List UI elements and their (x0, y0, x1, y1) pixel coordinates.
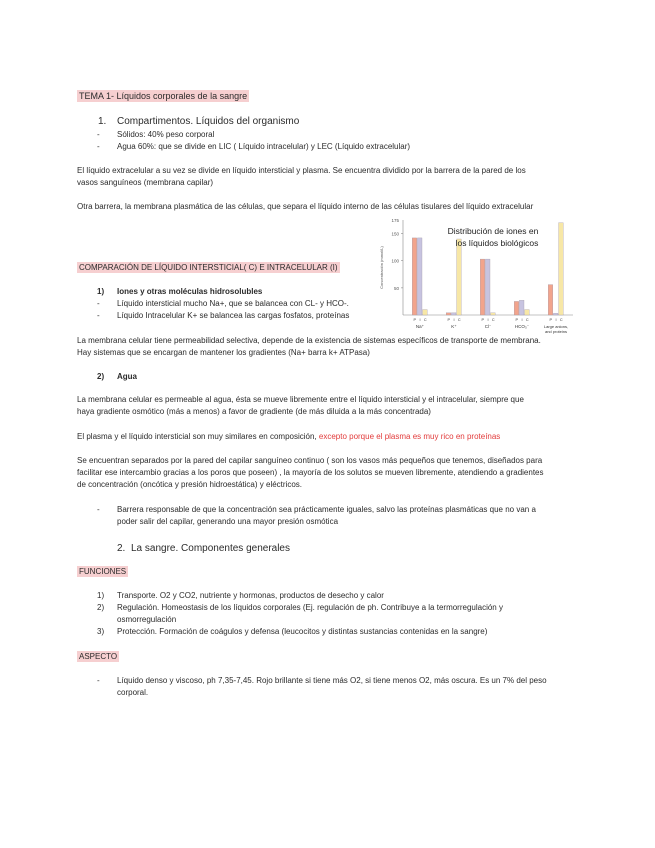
paragraph-line: La membrana celular tiene permeabilidad selectiva, depende de la existencia de sistemas específicos de transporte de membrana. (77, 336, 541, 345)
topic-title: TEMA 1- Líquidos corporales de la sangre (79, 91, 248, 101)
function-item: Transporte. O2 y CO2, nutriente y hormonas, productos de desecho y calor (117, 591, 384, 600)
bar-P-0 (412, 238, 417, 315)
subsection-2-number: 2) (97, 372, 105, 381)
bar-C-2 (491, 313, 496, 315)
bar-sub-label: P (413, 318, 417, 322)
function-number: 3) (97, 627, 105, 636)
function-number: 1) (97, 591, 105, 600)
bar-sub-label: P (447, 318, 451, 322)
category-label-continuation: and proteins (544, 329, 568, 334)
functions-heading: FUNCIONES (79, 567, 127, 576)
subsection-1-title: Iones y otras moléculas hidrosolubles (117, 287, 263, 296)
paragraph-text: El plasma y el líquido intersticial son muy similares en composición, (77, 432, 319, 441)
function-item-continuation: osmorregulación (117, 615, 177, 624)
category-label: Large anions, (543, 324, 569, 329)
bar-sub-label: I (419, 318, 421, 322)
y-axis-label: Concentración (mmol/L) (379, 246, 384, 289)
category-label: K⁺ (451, 324, 457, 329)
bar-P-1 (446, 313, 451, 315)
paragraph-line: Otra barrera, la membrana plasmática de las células, que separa el líquido interno de las células tisulares del líquido extracelular (77, 202, 534, 211)
function-number: 2) (97, 603, 105, 612)
bar-sub-label: P (515, 318, 519, 322)
bar-sub-label: I (521, 318, 523, 322)
chart-svg (375, 215, 575, 340)
bar-sub-label: C (559, 318, 563, 322)
paragraph-line: Se encuentran separados por la pared del capilar sanguíneo continuo ( son los vasos más pequeños que tenemos, diseñados para (77, 456, 543, 465)
list-item: Barrera responsable de que la concentración sea prácticamente iguales, salvo las proteínas plasmáticas que no van a (117, 505, 536, 514)
bar-C-3 (525, 310, 530, 315)
paragraph-line: El líquido extracelular a su vez se divide en líquido intersticial y plasma. Se encuentra dividido por la barrera de la pared de los (77, 166, 526, 175)
list-item: Líquido denso y viscoso, ph 7,35-7,45. Rojo brillante si tiene más O2, si tiene menos O2, más oscura. Es un 7% del peso (117, 676, 547, 685)
comparison-heading: COMPARACIÓN DE LÍQUIDO INTERSTICIAL( C) E INTRACELULAR (I) (79, 263, 338, 272)
bar-sub-label: P (549, 318, 553, 322)
list-item: Agua 60%: que se divide en LIC ( Líquido intracelular) y LEC (Líquido extracelular) (117, 142, 411, 151)
bar-C-4 (559, 223, 564, 315)
y-tick-label-top: 175 (391, 218, 399, 223)
bar-sub-label: I (487, 318, 489, 322)
bar-sub-label: C (423, 318, 427, 322)
bar-P-4 (548, 285, 553, 315)
subsection-1-number: 1) (97, 287, 105, 296)
list-item-continuation: poder salir del capilar, generando una mayor presión osmótica (117, 517, 339, 526)
paragraph-line: vasos sanguíneos (membrana capilar) (77, 178, 214, 187)
chart-title-line-2: los líquidos biológicos (455, 238, 539, 248)
aspect-heading: ASPECTO (79, 652, 118, 661)
subsection-2-title: Agua (117, 372, 137, 381)
list-item: Líquido intersticial mucho Na+, que se balancea con CL- y HCO-. (117, 299, 349, 308)
bar-P-3 (514, 301, 519, 315)
function-item: Regulación. Homeostasis de los líquidos corporales (Ej. regulación de ph. Contribuye a la termorregulación y (117, 603, 503, 612)
y-tick-label: 150 (391, 231, 399, 237)
list-bullet-dash: - (97, 311, 100, 320)
section-1-title: Compartimentos. Líquidos del organismo (117, 116, 300, 127)
bar-sub-label: I (453, 318, 455, 322)
list-bullet-dash: - (97, 676, 100, 685)
bar-I-1 (451, 313, 456, 315)
list-bullet-dash: - (97, 130, 100, 139)
bar-sub-label: C (525, 318, 529, 322)
highlighted-red-text: excepto porque el plasma es muy rico en proteínas (318, 432, 501, 441)
bar-I-0 (417, 238, 422, 315)
paragraph-line: La membrana celular es permeable al agua, ésta se mueve libremente entre el líquido intersticial y el intracelular, siempre que (77, 395, 524, 404)
category-label: Cl⁻ (484, 324, 492, 329)
paragraph-line: haya gradiente osmótico (más a menos) a favor de gradiente (de más diluida a la más concentrada) (77, 407, 431, 416)
bar-C-1 (457, 239, 462, 315)
list-item: Líquido Intracelular K+ se balancea las cargas fosfatos, proteínas (117, 311, 350, 320)
category-label: HCO₃⁻ (514, 324, 530, 329)
list-item-continuation: corporal. (117, 688, 149, 697)
bar-I-3 (519, 300, 524, 315)
bar-sub-label: P (481, 318, 485, 322)
paragraph-line (77, 431, 500, 443)
category-label: Na⁺ (415, 324, 425, 329)
section-2-number: 2. (117, 543, 126, 554)
section-1-number: 1. (98, 116, 107, 127)
list-item: Sólidos: 40% peso corporal (117, 130, 215, 139)
section-2-title: La sangre. Componentes generales (131, 543, 290, 554)
bar-sub-label: C (457, 318, 461, 322)
paragraph-line: facilitar ese intercambio gracias a los poros que poseen) , la mayoría de los solutos se mueven libremente, atendiendo a gradientes (77, 468, 544, 477)
list-bullet-dash: - (97, 142, 100, 151)
bar-sub-label: I (555, 318, 557, 322)
list-bullet-dash: - (97, 505, 100, 514)
y-tick-label: 100 (391, 258, 399, 264)
bar-I-2 (485, 259, 490, 315)
ion-distribution-chart (375, 215, 575, 340)
y-tick-label: 50 (393, 285, 399, 291)
paragraph-line: Hay sistemas que se encargan de mantener los gradientes (Na+ barra k+ ATPasa) (77, 348, 370, 357)
list-bullet-dash: - (97, 299, 100, 308)
bar-sub-label: C (491, 318, 495, 322)
function-item: Protección. Formación de coágulos y defensa (leucocitos y distintas sustancias contenidas en la sangre) (117, 627, 488, 636)
paragraph-line: de concentración (oncótica y presión hidroestática) y eléctricos. (77, 480, 302, 489)
bar-C-0 (423, 310, 428, 315)
bar-I-4 (553, 313, 558, 315)
bar-P-2 (480, 259, 485, 315)
chart-title-line-1: Distribución de iones en (447, 226, 539, 236)
